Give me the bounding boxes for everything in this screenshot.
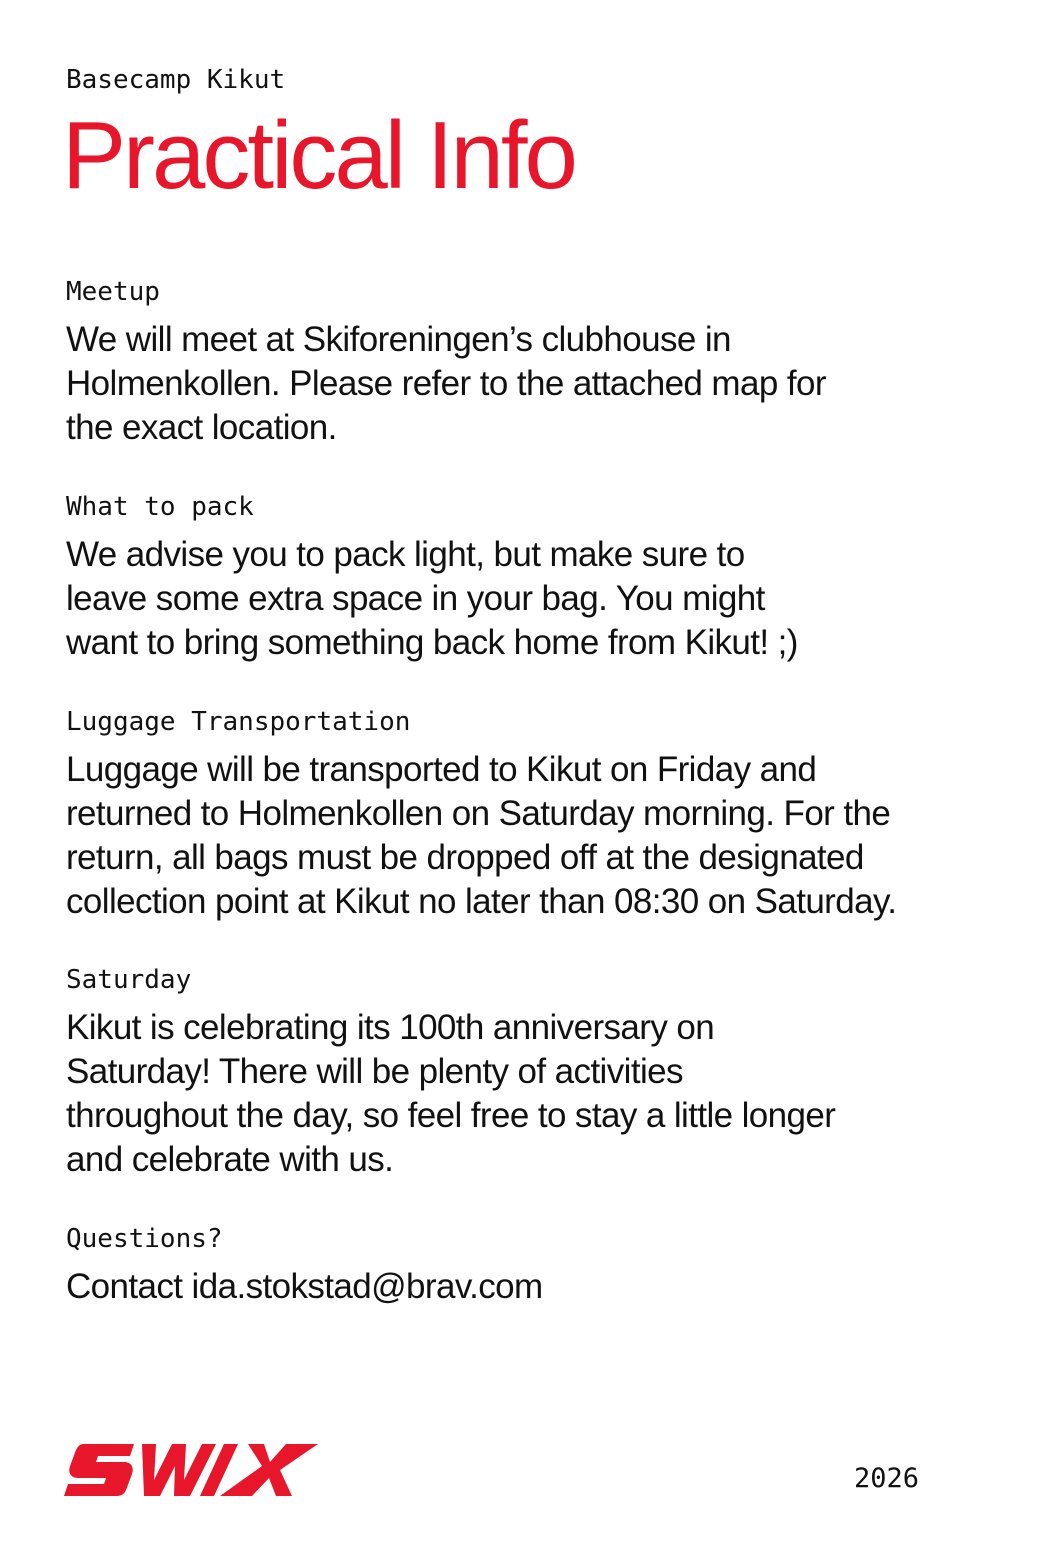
section-questions [66,1223,996,1309]
body-line: collection point at Kikut no later than 08:30 on Saturday. [66,882,897,921]
contact-line: Contact ida.stokstad@brav.com [66,1267,543,1306]
body-line: and celebrate with us. [66,1140,394,1179]
body-line: Kikut is celebrating its 100th anniversary on [66,1008,715,1047]
section-body [66,318,996,450]
body-line: leave some extra space in your bag. You might [66,579,765,618]
body-line: We advise you to pack light, but make sure to [66,535,745,574]
section-body [66,533,996,665]
section-body [66,748,996,924]
section-luggage-transportation [66,706,996,924]
section-label: Questions? [66,1224,223,1254]
body-line: Luggage will be transported to Kikut on Friday and [66,750,817,789]
section-what-to-pack [66,491,996,665]
section-saturday [66,964,996,1182]
body-line: Saturday! There will be plenty of activities [66,1052,683,1091]
section-body [66,1006,996,1182]
page-title: Practical Info [62,102,575,209]
body-line: return, all bags must be dropped off at the designated [66,838,864,877]
body-line: returned to Holmenkollen on Saturday morning. For the [66,794,891,833]
body-line: We will meet at Skiforeningen’s clubhouse in [66,320,731,359]
year-label: 2026 [854,1463,920,1494]
section-label: Saturday [66,965,192,995]
section-body [66,1265,996,1309]
body-line: throughout the day, so feel free to stay a little longer [66,1096,836,1135]
body-line: the exact location. [66,408,337,447]
section-label: What to pack [66,492,254,522]
section-meetup [66,276,996,450]
body-line: Holmenkollen. Please refer to the attached map for [66,364,826,403]
section-label: Luggage Transportation [66,707,411,737]
event-name: Basecamp Kikut [66,65,286,95]
body-line: want to bring something back home from Kikut! ;) [66,623,798,662]
section-label: Meetup [66,277,160,307]
swix-logo [62,1436,322,1500]
